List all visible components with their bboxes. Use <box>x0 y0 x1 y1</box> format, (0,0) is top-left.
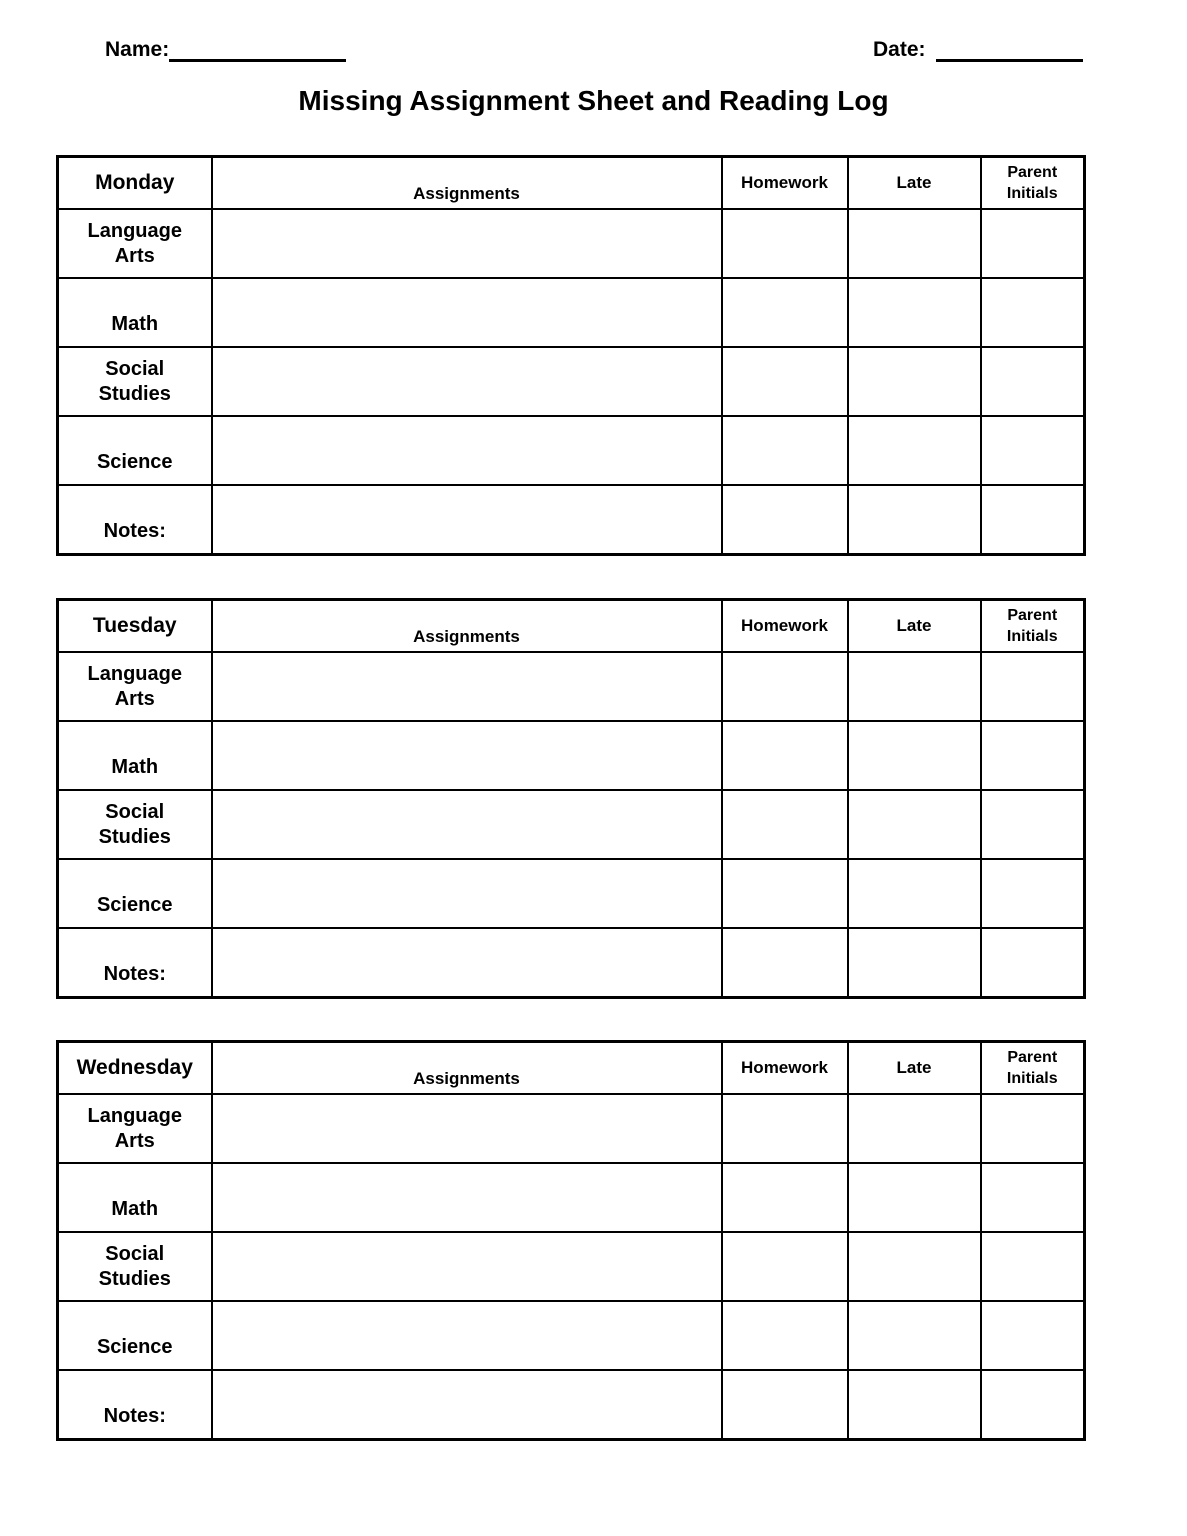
homework-entry-cell[interactable] <box>722 1232 848 1301</box>
parent-initials-header-line2: Initials <box>1006 185 1058 202</box>
day-name-label: Wednesday <box>76 1056 193 1079</box>
row-label-cell <box>58 859 212 928</box>
table-row-social-studies <box>58 347 1085 416</box>
row-label-cell <box>58 652 212 721</box>
homework-entry-cell[interactable] <box>722 652 848 721</box>
social-studies-label-line1: Social <box>105 800 165 823</box>
day-name-cell <box>58 600 212 653</box>
late-header-cell <box>848 157 981 210</box>
homework-entry-cell[interactable] <box>722 416 848 485</box>
late-entry-cell[interactable] <box>848 416 981 485</box>
table-row-social-studies <box>58 790 1085 859</box>
parent-initials-entry-cell[interactable] <box>981 1163 1085 1232</box>
assignments-entry-cell[interactable] <box>212 1232 722 1301</box>
homework-entry-cell[interactable] <box>722 1301 848 1370</box>
science-label: Science <box>96 1336 173 1358</box>
day-name-cell <box>58 157 212 210</box>
parent-initials-entry-cell[interactable] <box>981 859 1085 928</box>
table-header-row <box>58 1042 1085 1095</box>
parent-initials-entry-cell[interactable] <box>981 1232 1085 1301</box>
parent-initials-entry-cell[interactable] <box>981 209 1085 278</box>
day-name-label: Tuesday <box>92 614 177 637</box>
day-name-label: Monday <box>95 171 175 194</box>
parent-initials-header-line1: Parent <box>1007 607 1058 624</box>
homework-entry-cell[interactable] <box>722 1094 848 1163</box>
science-label: Science <box>96 894 173 916</box>
language-arts-label-line2: Arts <box>114 687 155 710</box>
assignments-entry-cell[interactable] <box>212 652 722 721</box>
late-entry-cell[interactable] <box>848 721 981 790</box>
table-row-language-arts <box>58 209 1085 278</box>
late-entry-cell[interactable] <box>848 1301 981 1370</box>
name-field-group <box>105 38 346 62</box>
late-entry-cell[interactable] <box>848 1094 981 1163</box>
row-label-cell <box>58 209 212 278</box>
row-label-cell <box>58 1232 212 1301</box>
table-row-math <box>58 721 1085 790</box>
table-row-language-arts <box>58 652 1085 721</box>
language-arts-label-line1: Language <box>87 662 182 685</box>
assignments-header-cell <box>212 157 722 210</box>
homework-header-cell <box>722 1042 848 1095</box>
parent-initials-header-line2: Initials <box>1006 628 1058 645</box>
parent-initials-entry-cell[interactable] <box>981 1370 1085 1440</box>
table-row-notes <box>58 928 1085 998</box>
assignments-entry-cell[interactable] <box>212 209 722 278</box>
social-studies-label-line2: Studies <box>98 825 171 848</box>
parent-initials-entry-cell[interactable] <box>981 652 1085 721</box>
homework-entry-cell[interactable] <box>722 485 848 555</box>
assignments-entry-cell[interactable] <box>212 859 722 928</box>
parent-initials-entry-cell[interactable] <box>981 1301 1085 1370</box>
language-arts-label-line1: Language <box>87 1104 182 1127</box>
homework-header-label: Homework <box>741 173 828 192</box>
late-entry-cell[interactable] <box>848 790 981 859</box>
late-entry-cell[interactable] <box>848 1232 981 1301</box>
row-label-cell <box>58 1301 212 1370</box>
late-header-cell <box>848 1042 981 1095</box>
table-header-row <box>58 600 1085 653</box>
notes-entry-cell[interactable] <box>212 1370 722 1440</box>
assignments-header-cell <box>212 600 722 653</box>
table-row-science <box>58 859 1085 928</box>
homework-entry-cell[interactable] <box>722 209 848 278</box>
late-entry-cell[interactable] <box>848 485 981 555</box>
late-entry-cell[interactable] <box>848 209 981 278</box>
row-label-cell <box>58 790 212 859</box>
assignments-entry-cell[interactable] <box>212 790 722 859</box>
notes-label: Notes: <box>103 520 166 542</box>
assignments-header-label: Assignments <box>413 1069 520 1088</box>
late-header-label: Late <box>896 1058 932 1077</box>
social-studies-label-line1: Social <box>105 1242 165 1265</box>
late-header-label: Late <box>896 616 932 635</box>
language-arts-label-line2: Arts <box>114 244 155 267</box>
row-label-cell <box>58 1370 212 1440</box>
row-label-cell <box>58 721 212 790</box>
table-row-social-studies <box>58 1232 1085 1301</box>
math-label: Math <box>111 756 159 778</box>
parent-initials-header-line1: Parent <box>1007 1049 1058 1066</box>
date-field-group <box>873 38 1083 62</box>
homework-header-label: Homework <box>741 1058 828 1077</box>
notes-entry-cell[interactable] <box>212 485 722 555</box>
homework-header-cell <box>722 600 848 653</box>
late-entry-cell[interactable] <box>848 928 981 998</box>
table-row-science <box>58 1301 1085 1370</box>
late-entry-cell[interactable] <box>848 1370 981 1440</box>
language-arts-label-line2: Arts <box>114 1129 155 1152</box>
parent-initials-entry-cell[interactable] <box>981 790 1085 859</box>
notes-entry-cell[interactable] <box>212 928 722 998</box>
homework-entry-cell[interactable] <box>722 278 848 347</box>
day-name-cell <box>58 1042 212 1095</box>
parent-initials-entry-cell[interactable] <box>981 416 1085 485</box>
homework-header-label: Homework <box>741 616 828 635</box>
date-label: Date: <box>873 38 926 61</box>
homework-entry-cell[interactable] <box>722 721 848 790</box>
late-entry-cell[interactable] <box>848 1163 981 1232</box>
row-label-cell <box>58 485 212 555</box>
homework-entry-cell[interactable] <box>722 347 848 416</box>
parent-initials-entry-cell[interactable] <box>981 485 1085 555</box>
assignments-entry-cell[interactable] <box>212 721 722 790</box>
late-entry-cell[interactable] <box>848 347 981 416</box>
social-studies-label-line2: Studies <box>98 382 171 405</box>
row-label-cell <box>58 928 212 998</box>
assignments-header-label: Assignments <box>413 627 520 646</box>
table-row-math <box>58 1163 1085 1232</box>
table-row-science <box>58 416 1085 485</box>
homework-entry-cell[interactable] <box>722 1370 848 1440</box>
table-header-row <box>58 157 1085 210</box>
row-label-cell <box>58 278 212 347</box>
parent-initials-entry-cell[interactable] <box>981 928 1085 998</box>
parent-initials-header-cell <box>981 600 1085 653</box>
social-studies-label-line2: Studies <box>98 1267 171 1290</box>
parent-initials-header-cell <box>981 1042 1085 1095</box>
late-header-cell <box>848 600 981 653</box>
page-title: Missing Assignment Sheet and Reading Log <box>298 85 889 116</box>
assignments-entry-cell[interactable] <box>212 416 722 485</box>
homework-entry-cell[interactable] <box>722 928 848 998</box>
parent-initials-entry-cell[interactable] <box>981 278 1085 347</box>
homework-header-cell <box>722 157 848 210</box>
late-entry-cell[interactable] <box>848 652 981 721</box>
math-label: Math <box>111 313 159 335</box>
row-label-cell <box>58 347 212 416</box>
day-table-monday <box>56 155 1086 556</box>
row-label-cell <box>58 1094 212 1163</box>
late-entry-cell[interactable] <box>848 278 981 347</box>
parent-initials-header-cell <box>981 157 1085 210</box>
homework-entry-cell[interactable] <box>722 859 848 928</box>
assignments-entry-cell[interactable] <box>212 1163 722 1232</box>
table-row-notes <box>58 1370 1085 1440</box>
late-header-label: Late <box>896 173 932 192</box>
date-input-line[interactable] <box>936 42 1083 62</box>
late-entry-cell[interactable] <box>848 859 981 928</box>
parent-initials-header-line2: Initials <box>1006 1070 1058 1087</box>
math-label: Math <box>111 1198 159 1220</box>
assignments-entry-cell[interactable] <box>212 1094 722 1163</box>
parent-initials-entry-cell[interactable] <box>981 1094 1085 1163</box>
homework-entry-cell[interactable] <box>722 1163 848 1232</box>
notes-label: Notes: <box>103 1405 166 1427</box>
name-label: Name: <box>105 38 170 61</box>
science-label: Science <box>96 451 173 473</box>
student-meta-row <box>0 38 1187 72</box>
notes-label: Notes: <box>103 963 166 985</box>
day-table-tuesday <box>56 598 1086 999</box>
homework-entry-cell[interactable] <box>722 790 848 859</box>
parent-initials-header-line1: Parent <box>1007 164 1058 181</box>
parent-initials-entry-cell[interactable] <box>981 721 1085 790</box>
social-studies-label-line1: Social <box>105 357 165 380</box>
language-arts-label-line1: Language <box>87 219 182 242</box>
name-input-line[interactable] <box>169 42 346 62</box>
assignments-entry-cell[interactable] <box>212 347 722 416</box>
assignments-entry-cell[interactable] <box>212 278 722 347</box>
table-row-notes <box>58 485 1085 555</box>
table-row-math <box>58 278 1085 347</box>
row-label-cell <box>58 1163 212 1232</box>
table-row-language-arts <box>58 1094 1085 1163</box>
row-label-cell <box>58 416 212 485</box>
day-table-wednesday <box>56 1040 1086 1441</box>
assignments-entry-cell[interactable] <box>212 1301 722 1370</box>
assignments-header-label: Assignments <box>413 184 520 203</box>
assignments-header-cell <box>212 1042 722 1095</box>
parent-initials-entry-cell[interactable] <box>981 347 1085 416</box>
